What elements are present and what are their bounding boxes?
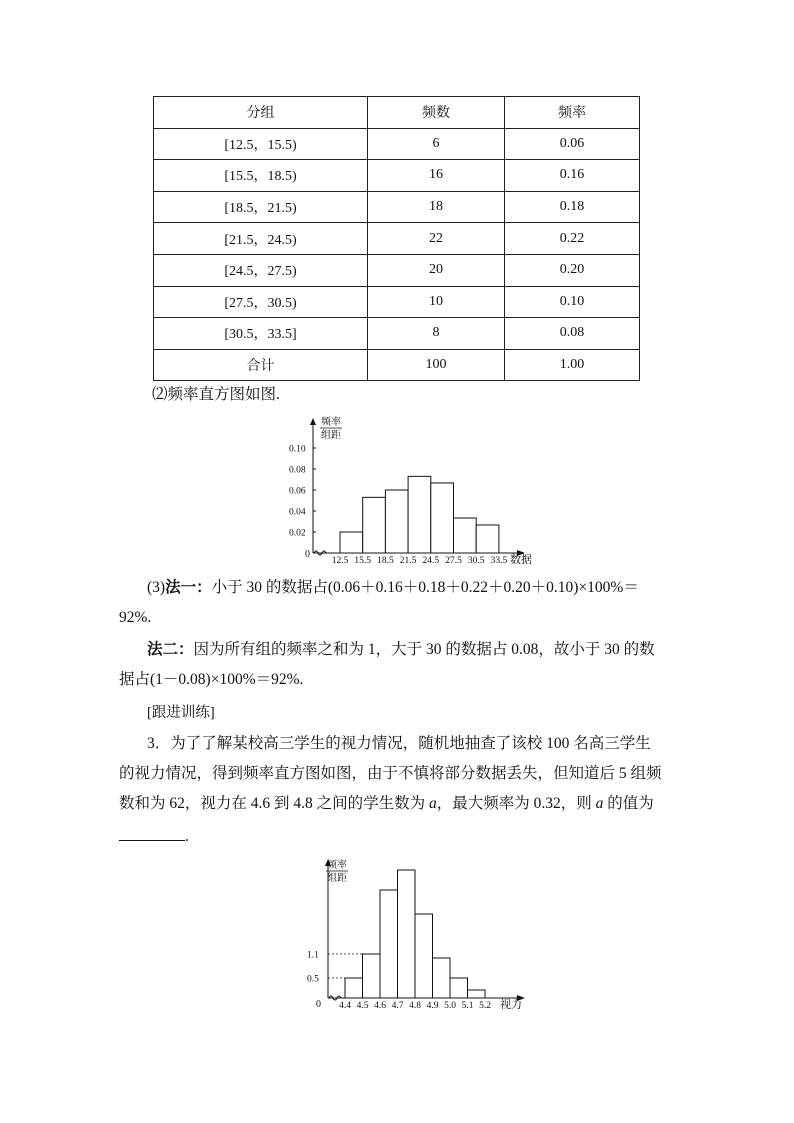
question-3-line3-part1: 数和为 62，视力在 4.6 到 4.8 之间的学生数为 xyxy=(119,795,430,812)
cell-count: 20 xyxy=(368,254,505,286)
histogram-caption: ⑵频率直方图如图. xyxy=(152,386,280,403)
cell-group: [12.5，15.5) xyxy=(154,128,368,160)
cell-frequency: 0.10 xyxy=(505,286,640,318)
histogram-bar xyxy=(408,476,431,553)
header-frequency: 频率 xyxy=(505,97,640,129)
cell-frequency: 0.22 xyxy=(505,223,640,255)
cell-group: [21.5，24.5) xyxy=(154,223,368,255)
solution-3-prefix: (3) xyxy=(147,579,166,596)
y-axis-label-top: 频率 xyxy=(321,417,341,428)
table-row xyxy=(154,191,640,223)
cell-count: 18 xyxy=(368,191,505,223)
x-tick-label: 18.5 xyxy=(377,556,394,566)
x-tick-label: 12.5 xyxy=(331,556,349,566)
cell-count: 8 xyxy=(368,318,505,350)
cell-count: 16 xyxy=(368,160,505,192)
table-header-row xyxy=(154,97,640,129)
cell-frequency: 0.06 xyxy=(505,128,640,160)
histogram-bar xyxy=(380,890,398,998)
method-2-text: 因为所有组的频率之和为 1，大于 30 的数据占 0.08，故小于 30 的数 xyxy=(193,641,655,658)
y-tick-label: 0.06 xyxy=(289,486,306,497)
x-tick-label: 15.5 xyxy=(354,556,372,566)
y-tick-label: 0.04 xyxy=(289,507,306,518)
x-tick-label: 4.7 xyxy=(391,1001,404,1011)
question-3-line1: 3．为了了解某校高三学生的视力情况，随机地抽查了该校 100 名高三学生 xyxy=(147,735,651,752)
cell-group: [24.5，27.5) xyxy=(154,254,368,286)
y-tick-label: 0.08 xyxy=(289,465,306,476)
x-tick-label: 24.5 xyxy=(422,556,440,566)
x-tick-label: 5.1 xyxy=(461,1001,474,1011)
x-axis-label: 数据 xyxy=(510,554,532,566)
histogram-bar xyxy=(468,990,486,998)
method-2-line2: 据占(1－0.08)×100%＝92%. xyxy=(119,671,304,688)
x-tick-label: 4.8 xyxy=(409,1001,421,1011)
histogram-data xyxy=(285,410,545,570)
question-3-line2: 的视力情况，得到频率直方图如图，由于不慎将部分数据丢失，但知道后 5 组频 xyxy=(119,765,662,782)
x-tick-label: 4.6 xyxy=(374,1001,386,1011)
histogram-bar xyxy=(345,978,363,998)
histogram-bar xyxy=(454,518,477,553)
cell-total-frequency: 1.00 xyxy=(505,349,640,381)
y-tick-label: 0.10 xyxy=(289,444,306,455)
cell-frequency: 0.18 xyxy=(505,191,640,223)
histogram-bar xyxy=(340,532,363,553)
x-tick-label: 30.5 xyxy=(467,556,485,566)
cell-group: [18.5，21.5) xyxy=(154,191,368,223)
y-axis-arrow xyxy=(310,418,316,425)
table-row xyxy=(154,254,640,286)
x-tick-label: 4.4 xyxy=(339,1001,351,1011)
histogram-bar xyxy=(398,870,416,998)
origin-label: 0 xyxy=(305,549,310,560)
section-heading: [跟进训练] xyxy=(147,705,215,721)
histogram-bar xyxy=(415,914,433,998)
cell-group: [27.5，30.5) xyxy=(154,286,368,318)
histogram-bar xyxy=(363,497,386,553)
histogram-bar xyxy=(476,525,499,553)
x-tick-label: 21.5 xyxy=(399,556,417,566)
cell-frequency: 0.16 xyxy=(505,160,640,192)
x-tick-label: 33.5 xyxy=(490,556,508,566)
x-tick-label: 5.2 xyxy=(479,1001,491,1011)
answer-blank[interactable] xyxy=(119,826,185,841)
origin-label: 0 xyxy=(316,999,321,1010)
y-tick-label: 0.02 xyxy=(289,528,306,539)
table-row xyxy=(154,286,640,318)
cell-frequency: 0.20 xyxy=(505,254,640,286)
table-row xyxy=(154,160,640,192)
table-row xyxy=(154,318,640,350)
header-group: 分组 xyxy=(154,97,368,129)
cell-group: [15.5，18.5) xyxy=(154,160,368,192)
cell-total-count: 100 xyxy=(368,349,505,381)
y-axis-label-top: 频率 xyxy=(327,860,347,871)
table-total-row xyxy=(154,349,640,381)
table-row xyxy=(154,223,640,255)
question-3-line3-part2: ，最大频率为 0.32，则 xyxy=(436,795,596,812)
y-tick-label: 0.5 xyxy=(307,974,319,985)
question-3-line3-part3: 的值为 xyxy=(603,795,654,812)
variable-a: a xyxy=(429,795,437,812)
table-row xyxy=(154,128,640,160)
solution-3-line1 xyxy=(147,578,639,598)
y-axis-label-bottom: 组距 xyxy=(321,430,341,441)
x-tick-label: 4.9 xyxy=(426,1001,439,1011)
x-axis-label: 视力 xyxy=(500,999,522,1011)
y-tick-label: 1.1 xyxy=(307,950,319,961)
variable-a: a xyxy=(595,795,604,812)
question-3-line3 xyxy=(119,794,654,814)
method-1-text: 小于 30 的数据占(0.06＋0.16＋0.18＋0.22＋0.20＋0.10)×100%＝ xyxy=(211,579,639,596)
cell-frequency: 0.08 xyxy=(505,318,640,350)
y-axis-label-bottom: 组距 xyxy=(327,873,347,884)
cell-count: 10 xyxy=(368,286,505,318)
method-1-label: 法一： xyxy=(165,579,212,596)
question-3-end: . xyxy=(185,828,189,845)
cell-count: 22 xyxy=(368,223,505,255)
x-tick-label: 4.5 xyxy=(356,1001,369,1011)
histogram-bar xyxy=(363,954,381,998)
histogram-bar xyxy=(450,978,468,998)
header-count: 频数 xyxy=(368,97,505,129)
x-tick-label: 5.0 xyxy=(444,1001,456,1011)
cell-count: 6 xyxy=(368,128,505,160)
frequency-table xyxy=(153,96,640,381)
histogram-bar xyxy=(433,958,451,998)
histogram-bar xyxy=(385,490,408,553)
question-3-line4 xyxy=(119,826,189,847)
histogram-vision xyxy=(305,853,545,1013)
method-2-line1 xyxy=(147,640,655,660)
cell-group: [30.5，33.5] xyxy=(154,318,368,350)
histogram-bar xyxy=(431,483,454,553)
cell-total-label: 合计 xyxy=(154,349,368,381)
x-tick-label: 27.5 xyxy=(445,556,462,566)
method-2-label: 法二： xyxy=(147,641,194,658)
solution-3-line2: 92%. xyxy=(119,609,152,626)
